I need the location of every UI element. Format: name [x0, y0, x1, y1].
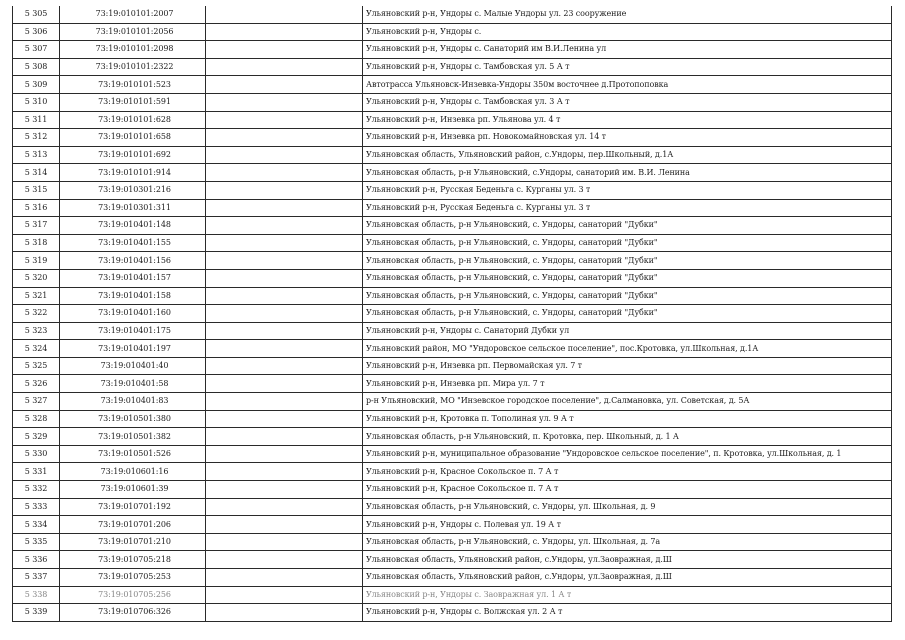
- address-cell: [363, 6, 892, 23]
- address: Ульяновский р-н, Ундоры с. Тамбовская ул. 3 А т: [366, 97, 570, 107]
- row-number: 5 332: [24, 484, 48, 494]
- cadastral-number: 73:19:010705:256: [98, 589, 171, 599]
- empty-cell: [206, 41, 363, 59]
- cadastral-number-cell: [60, 129, 206, 147]
- cadastral-number-cell: [60, 533, 206, 551]
- empty-cell: [206, 410, 363, 428]
- empty-cell: [206, 164, 363, 182]
- row-number: 5 305: [24, 9, 48, 19]
- address: Ульяновский р-н, Кротовка п. Тополиная ул. 9 А т: [366, 413, 574, 423]
- address: р-н Ульяновский, МО "Инзевское городское поселение", д.Салмановка, ул. Советская, д. 5А: [366, 396, 750, 406]
- table-row: [13, 111, 892, 129]
- row-number-cell: [13, 551, 60, 569]
- row-number-cell: [13, 410, 60, 428]
- cadastral-number: 73:19:010501:382: [98, 431, 171, 441]
- row-number: 5 333: [24, 501, 48, 511]
- address: Ульяновская область, р-н Ульяновский, с. Ундоры, санаторий "Дубки": [366, 290, 658, 300]
- table-row: [13, 533, 892, 551]
- cadastral-number-cell: [60, 410, 206, 428]
- empty-cell: [206, 181, 363, 199]
- empty-cell: [206, 111, 363, 129]
- address: Ульяновский р-н, Русская Беденьга с. Курганы ул. 3 т: [366, 202, 591, 212]
- row-number: 5 321: [24, 290, 48, 300]
- cadastral-number: 73:19:010401:158: [98, 290, 171, 300]
- row-number: 5 325: [24, 361, 48, 371]
- cadastral-number: 73:19:010705:218: [98, 554, 171, 564]
- row-number: 5 308: [24, 62, 48, 72]
- row-number: 5 337: [24, 572, 48, 582]
- cadastral-number: 73:19:010401:155: [98, 238, 171, 248]
- cadastral-number-cell: [60, 357, 206, 375]
- row-number-cell: [13, 604, 60, 622]
- table-row: [13, 357, 892, 375]
- empty-cell: [206, 586, 363, 604]
- address: Ульяновский р-н, Красное Сокольское п. 7 А т: [366, 484, 559, 494]
- empty-cell: [206, 569, 363, 587]
- empty-cell: [206, 481, 363, 499]
- cadastral-number: 73:19:010101:591: [98, 97, 171, 107]
- empty-cell: [206, 23, 363, 41]
- cadastral-number-cell: [60, 287, 206, 305]
- address-cell: [363, 533, 892, 551]
- row-number-cell: [13, 41, 60, 59]
- cadastral-number: 73:19:010401:83: [100, 396, 169, 406]
- cadastral-number-cell: [60, 217, 206, 235]
- row-number: 5 319: [24, 255, 48, 265]
- empty-cell: [206, 463, 363, 481]
- cadastral-number-cell: [60, 164, 206, 182]
- address-cell: [363, 93, 892, 111]
- empty-cell: [206, 375, 363, 393]
- cadastral-number: 73:19:010501:526: [98, 449, 171, 459]
- empty-cell: [206, 445, 363, 463]
- empty-cell: [206, 217, 363, 235]
- row-number-cell: [13, 164, 60, 182]
- cadastral-number-cell: [60, 305, 206, 323]
- address-cell: [363, 463, 892, 481]
- row-number: 5 327: [24, 396, 48, 406]
- address-cell: [363, 410, 892, 428]
- table-row: [13, 164, 892, 182]
- cadastral-number-cell: [60, 76, 206, 94]
- row-number-cell: [13, 393, 60, 411]
- cadastral-number: 73:19:010601:16: [100, 466, 169, 476]
- row-number: 5 318: [24, 238, 48, 248]
- address: Ульяновский р-н, Ундоры с.: [366, 26, 482, 36]
- cadastral-number: 73:19:010101:523: [98, 79, 171, 89]
- cadastral-number-cell: [60, 181, 206, 199]
- address-cell: [363, 23, 892, 41]
- cadastral-number: 73:19:010701:206: [98, 519, 171, 529]
- cadastral-number: 73:19:010101:2322: [95, 62, 174, 72]
- row-number: 5 310: [24, 97, 48, 107]
- empty-cell: [206, 58, 363, 76]
- row-number-cell: [13, 516, 60, 534]
- table-row: [13, 305, 892, 323]
- registry-table: [12, 6, 892, 622]
- table-row: [13, 58, 892, 76]
- cadastral-number: 73:19:010101:2056: [95, 26, 174, 36]
- empty-cell: [206, 393, 363, 411]
- empty-cell: [206, 93, 363, 111]
- cadastral-number: 73:19:010101:658: [98, 132, 171, 142]
- cadastral-number: 73:19:010401:160: [98, 308, 171, 318]
- row-number: 5 317: [24, 220, 48, 230]
- address: Ульяновская область, р-н Ульяновский, с. Ундоры, санаторий "Дубки": [366, 220, 658, 230]
- address-cell: [363, 164, 892, 182]
- empty-cell: [206, 76, 363, 94]
- table-row: [13, 252, 892, 270]
- table-row: [13, 41, 892, 59]
- cadastral-number-cell: [60, 340, 206, 358]
- row-number: 5 307: [24, 44, 48, 54]
- table-row: [13, 481, 892, 499]
- row-number-cell: [13, 375, 60, 393]
- row-number: 5 336: [24, 554, 48, 564]
- address-cell: [363, 41, 892, 59]
- row-number-cell: [13, 23, 60, 41]
- row-number-cell: [13, 569, 60, 587]
- address-cell: [363, 604, 892, 622]
- row-number: 5 309: [24, 79, 48, 89]
- empty-cell: [206, 6, 363, 23]
- address: Ульяновская область, Ульяновский район, с.Ундоры, пер.Школьный, д.1А: [366, 150, 674, 160]
- table-row: [13, 287, 892, 305]
- address: Ульяновский р-н, Ундоры с. Заовражная ул. 1 А т: [366, 589, 572, 599]
- row-number-cell: [13, 428, 60, 446]
- cadastral-number-cell: [60, 41, 206, 59]
- empty-cell: [206, 234, 363, 252]
- cadastral-number-cell: [60, 6, 206, 23]
- row-number-cell: [13, 287, 60, 305]
- table-row: [13, 269, 892, 287]
- row-number-cell: [13, 181, 60, 199]
- cadastral-number: 73:19:010101:2098: [95, 44, 174, 54]
- row-number: 5 339: [24, 607, 48, 617]
- address: Ульяновская область, р-н Ульяновский, с.Ундоры, санаторий им. В.И. Ленина: [366, 167, 690, 177]
- row-number: 5 306: [24, 26, 48, 36]
- address: Ульяновская область, р-н Ульяновский, с. Ундоры, санаторий "Дубки": [366, 238, 658, 248]
- address: Ульяновский р-н, Красное Сокольское п. 7 А т: [366, 466, 559, 476]
- row-number: 5 326: [24, 378, 48, 388]
- address-cell: [363, 498, 892, 516]
- table-row: [13, 340, 892, 358]
- address: Ульяновский р-н, Инзевка рп. Первомайская ул. 7 т: [366, 361, 582, 371]
- table-row: [13, 569, 892, 587]
- row-number-cell: [13, 6, 60, 23]
- address: Ульяновский р-н, Ундоры с. Тамбовская ул. 5 А т: [366, 62, 570, 72]
- row-number-cell: [13, 217, 60, 235]
- table-row: [13, 463, 892, 481]
- empty-cell: [206, 498, 363, 516]
- address: Автотрасса Ульяновск-Инзевка-Ундоры 350м восточнее д.Протопоповка: [366, 79, 669, 89]
- cadastral-number: 73:19:010701:210: [98, 537, 171, 547]
- address: Ульяновский р-н, Инзевка рп. Новокомайновская ул. 14 т: [366, 132, 606, 142]
- address: Ульяновский р-н, Ундоры с. Малые Ундоры ул. 23 сооружение: [366, 9, 627, 19]
- table-row: [13, 551, 892, 569]
- address-cell: [363, 393, 892, 411]
- row-number: 5 330: [24, 449, 48, 459]
- address: Ульяновский район, МО "Ундоровское сельское поселение", пос.Кротовка, ул.Школьная, д.1А: [366, 343, 759, 353]
- cadastral-number-cell: [60, 428, 206, 446]
- row-number: 5 314: [24, 167, 48, 177]
- address-cell: [363, 181, 892, 199]
- address-cell: [363, 199, 892, 217]
- row-number: 5 328: [24, 413, 48, 423]
- address-cell: [363, 305, 892, 323]
- empty-cell: [206, 340, 363, 358]
- row-number: 5 315: [24, 185, 48, 195]
- address-cell: [363, 516, 892, 534]
- address: Ульяновский р-н, Инзевка рп. Мира ул. 7 т: [366, 378, 545, 388]
- cadastral-number: 73:19:010401:157: [98, 273, 171, 283]
- address: Ульяновский р-н, Ундоры с. Волжская ул. 2 А т: [366, 607, 563, 617]
- row-number: 5 316: [24, 202, 48, 212]
- empty-cell: [206, 269, 363, 287]
- row-number: 5 311: [24, 114, 48, 124]
- cadastral-number: 73:19:010301:216: [98, 185, 171, 195]
- table-row: [13, 93, 892, 111]
- empty-cell: [206, 146, 363, 164]
- empty-cell: [206, 357, 363, 375]
- empty-cell: [206, 199, 363, 217]
- cadastral-number: 73:19:010401:40: [100, 361, 169, 371]
- row-number: 5 335: [24, 537, 48, 547]
- row-number: 5 312: [24, 132, 48, 142]
- address-cell: [363, 322, 892, 340]
- cadastral-number-cell: [60, 322, 206, 340]
- table-row: [13, 23, 892, 41]
- empty-cell: [206, 129, 363, 147]
- cadastral-number-cell: [60, 604, 206, 622]
- cadastral-number: 73:19:010706:326: [98, 607, 171, 617]
- empty-cell: [206, 604, 363, 622]
- address-cell: [363, 217, 892, 235]
- row-number-cell: [13, 234, 60, 252]
- row-number-cell: [13, 111, 60, 129]
- address-cell: [363, 146, 892, 164]
- row-number-cell: [13, 58, 60, 76]
- cadastral-number: 73:19:010401:58: [100, 378, 169, 388]
- address-cell: [363, 129, 892, 147]
- empty-cell: [206, 516, 363, 534]
- table-row: [13, 586, 892, 604]
- empty-cell: [206, 322, 363, 340]
- row-number-cell: [13, 533, 60, 551]
- address: Ульяновский р-н, Инзевка рп. Ульянова ул. 4 т: [366, 114, 561, 124]
- empty-cell: [206, 533, 363, 551]
- address: Ульяновская область, р-н Ульяновский, с. Ундоры, санаторий "Дубки": [366, 255, 658, 265]
- row-number-cell: [13, 76, 60, 94]
- cadastral-number: 73:19:010401:197: [98, 343, 171, 353]
- address: Ульяновская область, Ульяновский район, с.Ундоры, ул.Заовражная, д.Ш: [366, 572, 672, 582]
- address-cell: [363, 252, 892, 270]
- cadastral-number-cell: [60, 551, 206, 569]
- row-number-cell: [13, 93, 60, 111]
- row-number: 5 322: [24, 308, 48, 318]
- table-row: [13, 375, 892, 393]
- row-number: 5 313: [24, 150, 48, 160]
- address-cell: [363, 340, 892, 358]
- cadastral-number-cell: [60, 516, 206, 534]
- table-row: [13, 129, 892, 147]
- cadastral-number: 73:19:010101:692: [98, 150, 171, 160]
- cadastral-number-cell: [60, 586, 206, 604]
- row-number: 5 320: [24, 273, 48, 283]
- table-row: [13, 146, 892, 164]
- address: Ульяновская область, р-н Ульяновский, п. Кротовка, пер. Школьный, д. 1 А: [366, 431, 679, 441]
- cadastral-number-cell: [60, 23, 206, 41]
- cadastral-number-cell: [60, 445, 206, 463]
- row-number-cell: [13, 357, 60, 375]
- table-row: [13, 217, 892, 235]
- table-row: [13, 181, 892, 199]
- row-number: 5 331: [24, 466, 48, 476]
- row-number-cell: [13, 463, 60, 481]
- table-body: [13, 6, 892, 621]
- cadastral-number: 73:19:010101:628: [98, 114, 171, 124]
- address: Ульяновский р-н, Русская Беденьга с. Курганы ул. 3 т: [366, 185, 591, 195]
- address-cell: [363, 287, 892, 305]
- address: Ульяновская область, р-н Ульяновский, с. Ундоры, санаторий "Дубки": [366, 308, 658, 318]
- cadastral-number-cell: [60, 199, 206, 217]
- address: Ульяновский р-н, муниципальное образование "Ундоровское сельское поселение", п. Кротовка, ул.Школьная, д. 1: [366, 449, 842, 459]
- row-number-cell: [13, 322, 60, 340]
- cadastral-number: 73:19:010101:2007: [95, 9, 174, 19]
- address: Ульяновская область, р-н Ульяновский, с. Ундоры, санаторий "Дубки": [366, 273, 658, 283]
- cadastral-number: 73:19:010501:380: [98, 413, 171, 423]
- address-cell: [363, 234, 892, 252]
- table-row: [13, 410, 892, 428]
- cadastral-number: 73:19:010401:148: [98, 220, 171, 230]
- row-number: 5 329: [24, 431, 48, 441]
- address: Ульяновская область, р-н Ульяновский, с. Ундоры, ул. Школьная, д. 7а: [366, 537, 660, 547]
- cadastral-number-cell: [60, 93, 206, 111]
- row-number-cell: [13, 586, 60, 604]
- row-number: 5 323: [24, 325, 48, 335]
- cadastral-number-cell: [60, 463, 206, 481]
- row-number-cell: [13, 129, 60, 147]
- row-number-cell: [13, 498, 60, 516]
- row-number-cell: [13, 269, 60, 287]
- table-row: [13, 445, 892, 463]
- table-row: [13, 199, 892, 217]
- address-cell: [363, 481, 892, 499]
- cadastral-number: 73:19:010601:39: [100, 484, 169, 494]
- table-row: [13, 516, 892, 534]
- address-cell: [363, 586, 892, 604]
- cadastral-number-cell: [60, 58, 206, 76]
- empty-cell: [206, 428, 363, 446]
- address-cell: [363, 445, 892, 463]
- empty-cell: [206, 287, 363, 305]
- cadastral-number: 73:19:010701:192: [98, 501, 171, 511]
- cadastral-number-cell: [60, 252, 206, 270]
- address: Ульяновская область, Ульяновский район, с.Ундоры, ул.Заовражная, д.Ш: [366, 554, 672, 564]
- row-number-cell: [13, 199, 60, 217]
- cadastral-number-cell: [60, 234, 206, 252]
- cadastral-number: 73:19:010401:175: [98, 325, 171, 335]
- table-row: [13, 604, 892, 622]
- cadastral-number-cell: [60, 146, 206, 164]
- table-row: [13, 428, 892, 446]
- table-row: [13, 322, 892, 340]
- address-cell: [363, 269, 892, 287]
- empty-cell: [206, 252, 363, 270]
- row-number: 5 334: [24, 519, 48, 529]
- row-number: 5 324: [24, 343, 48, 353]
- address-cell: [363, 551, 892, 569]
- address: Ульяновский р-н, Ундоры с. Санаторий им В.И.Ленина ул: [366, 44, 607, 54]
- row-number-cell: [13, 305, 60, 323]
- address: Ульяновская область, р-н Ульяновский, с. Ундоры, ул. Школьная, д. 9: [366, 501, 656, 511]
- row-number-cell: [13, 252, 60, 270]
- cadastral-number: 73:19:010401:156: [98, 255, 171, 265]
- row-number: 5 338: [24, 589, 48, 599]
- row-number-cell: [13, 445, 60, 463]
- cadastral-number: 73:19:010705:253: [98, 572, 171, 582]
- address: Ульяновский р-н, Ундоры с. Санаторий Дубки ул: [366, 325, 570, 335]
- table-row: [13, 393, 892, 411]
- cadastral-number-cell: [60, 375, 206, 393]
- table-row: [13, 6, 892, 23]
- address-cell: [363, 111, 892, 129]
- cadastral-number: 73:19:010101:914: [98, 167, 171, 177]
- table-row: [13, 498, 892, 516]
- address-cell: [363, 428, 892, 446]
- cadastral-number-cell: [60, 481, 206, 499]
- address-cell: [363, 357, 892, 375]
- cadastral-number-cell: [60, 498, 206, 516]
- address-cell: [363, 569, 892, 587]
- address: Ульяновский р-н, Ундоры с. Полевая ул. 19 А т: [366, 519, 561, 529]
- table-row: [13, 76, 892, 94]
- address-cell: [363, 58, 892, 76]
- empty-cell: [206, 305, 363, 323]
- table-row: [13, 234, 892, 252]
- row-number-cell: [13, 340, 60, 358]
- row-number-cell: [13, 481, 60, 499]
- cadastral-number-cell: [60, 111, 206, 129]
- empty-cell: [206, 551, 363, 569]
- cadastral-number-cell: [60, 269, 206, 287]
- address-cell: [363, 375, 892, 393]
- cadastral-number-cell: [60, 569, 206, 587]
- cadastral-number: 73:19:010301:311: [98, 202, 171, 212]
- cadastral-number-cell: [60, 393, 206, 411]
- address-cell: [363, 76, 892, 94]
- row-number-cell: [13, 146, 60, 164]
